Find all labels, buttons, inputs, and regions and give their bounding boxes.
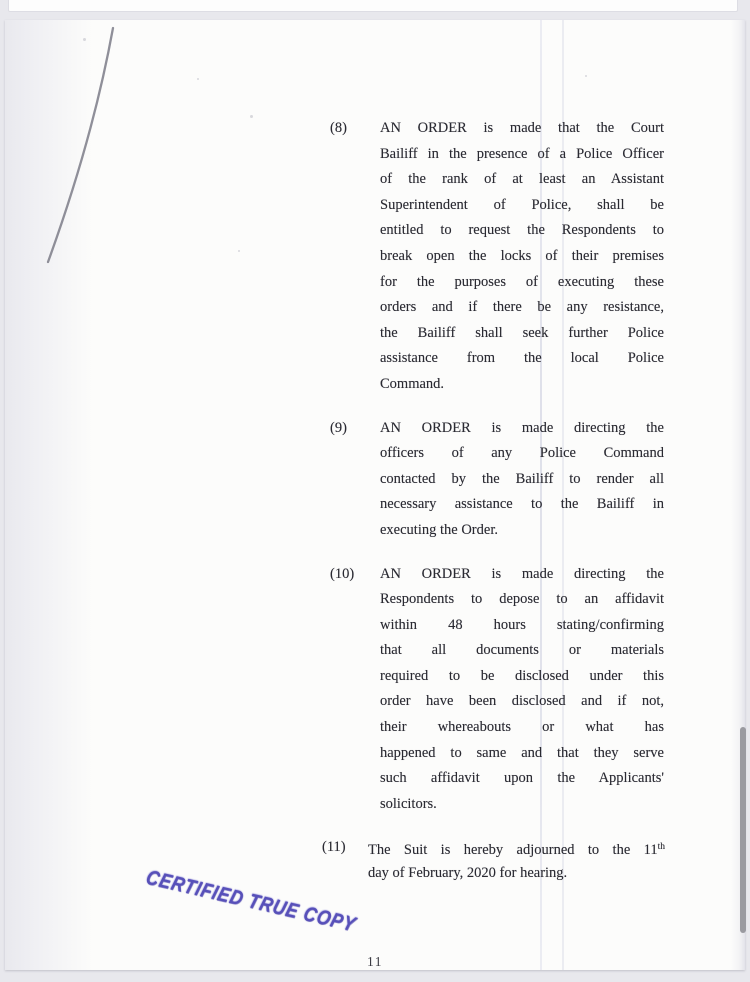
text-line: necessary assistance to the Bailiff in: [380, 496, 664, 513]
line-text: The Suit is hereby adjourned to the 11: [368, 842, 658, 859]
paragraph-text: [380, 116, 664, 398]
text-line: assistance from the local Police: [380, 350, 664, 367]
scan-speck: [238, 250, 240, 252]
text-line: AN ORDER is made that the Court: [380, 120, 664, 136]
scan-speck: [585, 75, 587, 77]
text-line: Bailiff in the presence of a Police Officer: [380, 145, 664, 162]
page-number: 11: [367, 954, 383, 969]
text-line: of the rank of at least an Assistant: [380, 171, 664, 188]
previous-page-edge: [8, 0, 738, 12]
text-line: officers of any Police Command: [380, 445, 664, 462]
text-line: Superintendent of Police, shall be: [380, 196, 664, 213]
text-line: contacted by the Bailiff to render all: [380, 470, 664, 487]
text-line: within 48 hours stating/confirming: [380, 616, 664, 633]
paragraph-number: (10): [330, 565, 355, 582]
text-line: Respondents to depose to an affidavit: [380, 591, 664, 608]
text-line: entitled to request the Respondents to: [380, 222, 664, 239]
paragraph-text: [368, 835, 665, 886]
text-line: [368, 835, 665, 861]
diagonal-pen-mark: [35, 20, 165, 290]
certified-true-copy-stamp: CERTIFIED TRUE COPY: [143, 866, 359, 937]
paragraph-item: [330, 562, 682, 818]
text-line: that all documents or materials: [380, 642, 664, 659]
scan-speck: [197, 78, 199, 80]
paragraph-item: [330, 416, 682, 544]
paragraph-text: [380, 416, 664, 544]
superscript-text: th: [657, 842, 665, 853]
paragraph-number: (9): [330, 419, 347, 436]
scan-speck: [83, 38, 86, 41]
scan-speck: [250, 115, 253, 118]
paragraph-item: [330, 116, 682, 398]
paragraph-number: (11): [322, 839, 346, 856]
text-line: order have been disclosed and if not,: [380, 693, 664, 710]
paragraph-item: [322, 835, 682, 886]
paragraph-text: [380, 562, 664, 818]
text-line: break open the locks of their premises: [380, 247, 664, 264]
text-line: the Bailiff shall seek further Police: [380, 324, 664, 341]
text-line: solicitors.: [380, 795, 437, 812]
order-paragraphs: [322, 116, 682, 905]
text-line: Command.: [380, 375, 445, 392]
text-line: happened to same and that they serve: [380, 744, 664, 761]
text-line: for the purposes of executing these: [380, 273, 664, 290]
text-line: their whereabouts or what has: [380, 719, 664, 736]
text-line: AN ORDER is made directing the: [380, 565, 664, 582]
paragraph-number: (8): [330, 120, 347, 136]
text-line: executing the Order.: [380, 521, 498, 538]
document-page: [5, 20, 745, 970]
text-line: AN ORDER is made directing the: [380, 419, 664, 436]
text-line: day of February, 2020 for hearing.: [368, 865, 568, 882]
scrollbar-thumb[interactable]: [740, 727, 746, 933]
text-line: orders and if there be any resistance,: [380, 299, 664, 316]
text-line: such affidavit upon the Applicants': [380, 770, 664, 787]
text-line: required to be disclosed under this: [380, 667, 664, 684]
